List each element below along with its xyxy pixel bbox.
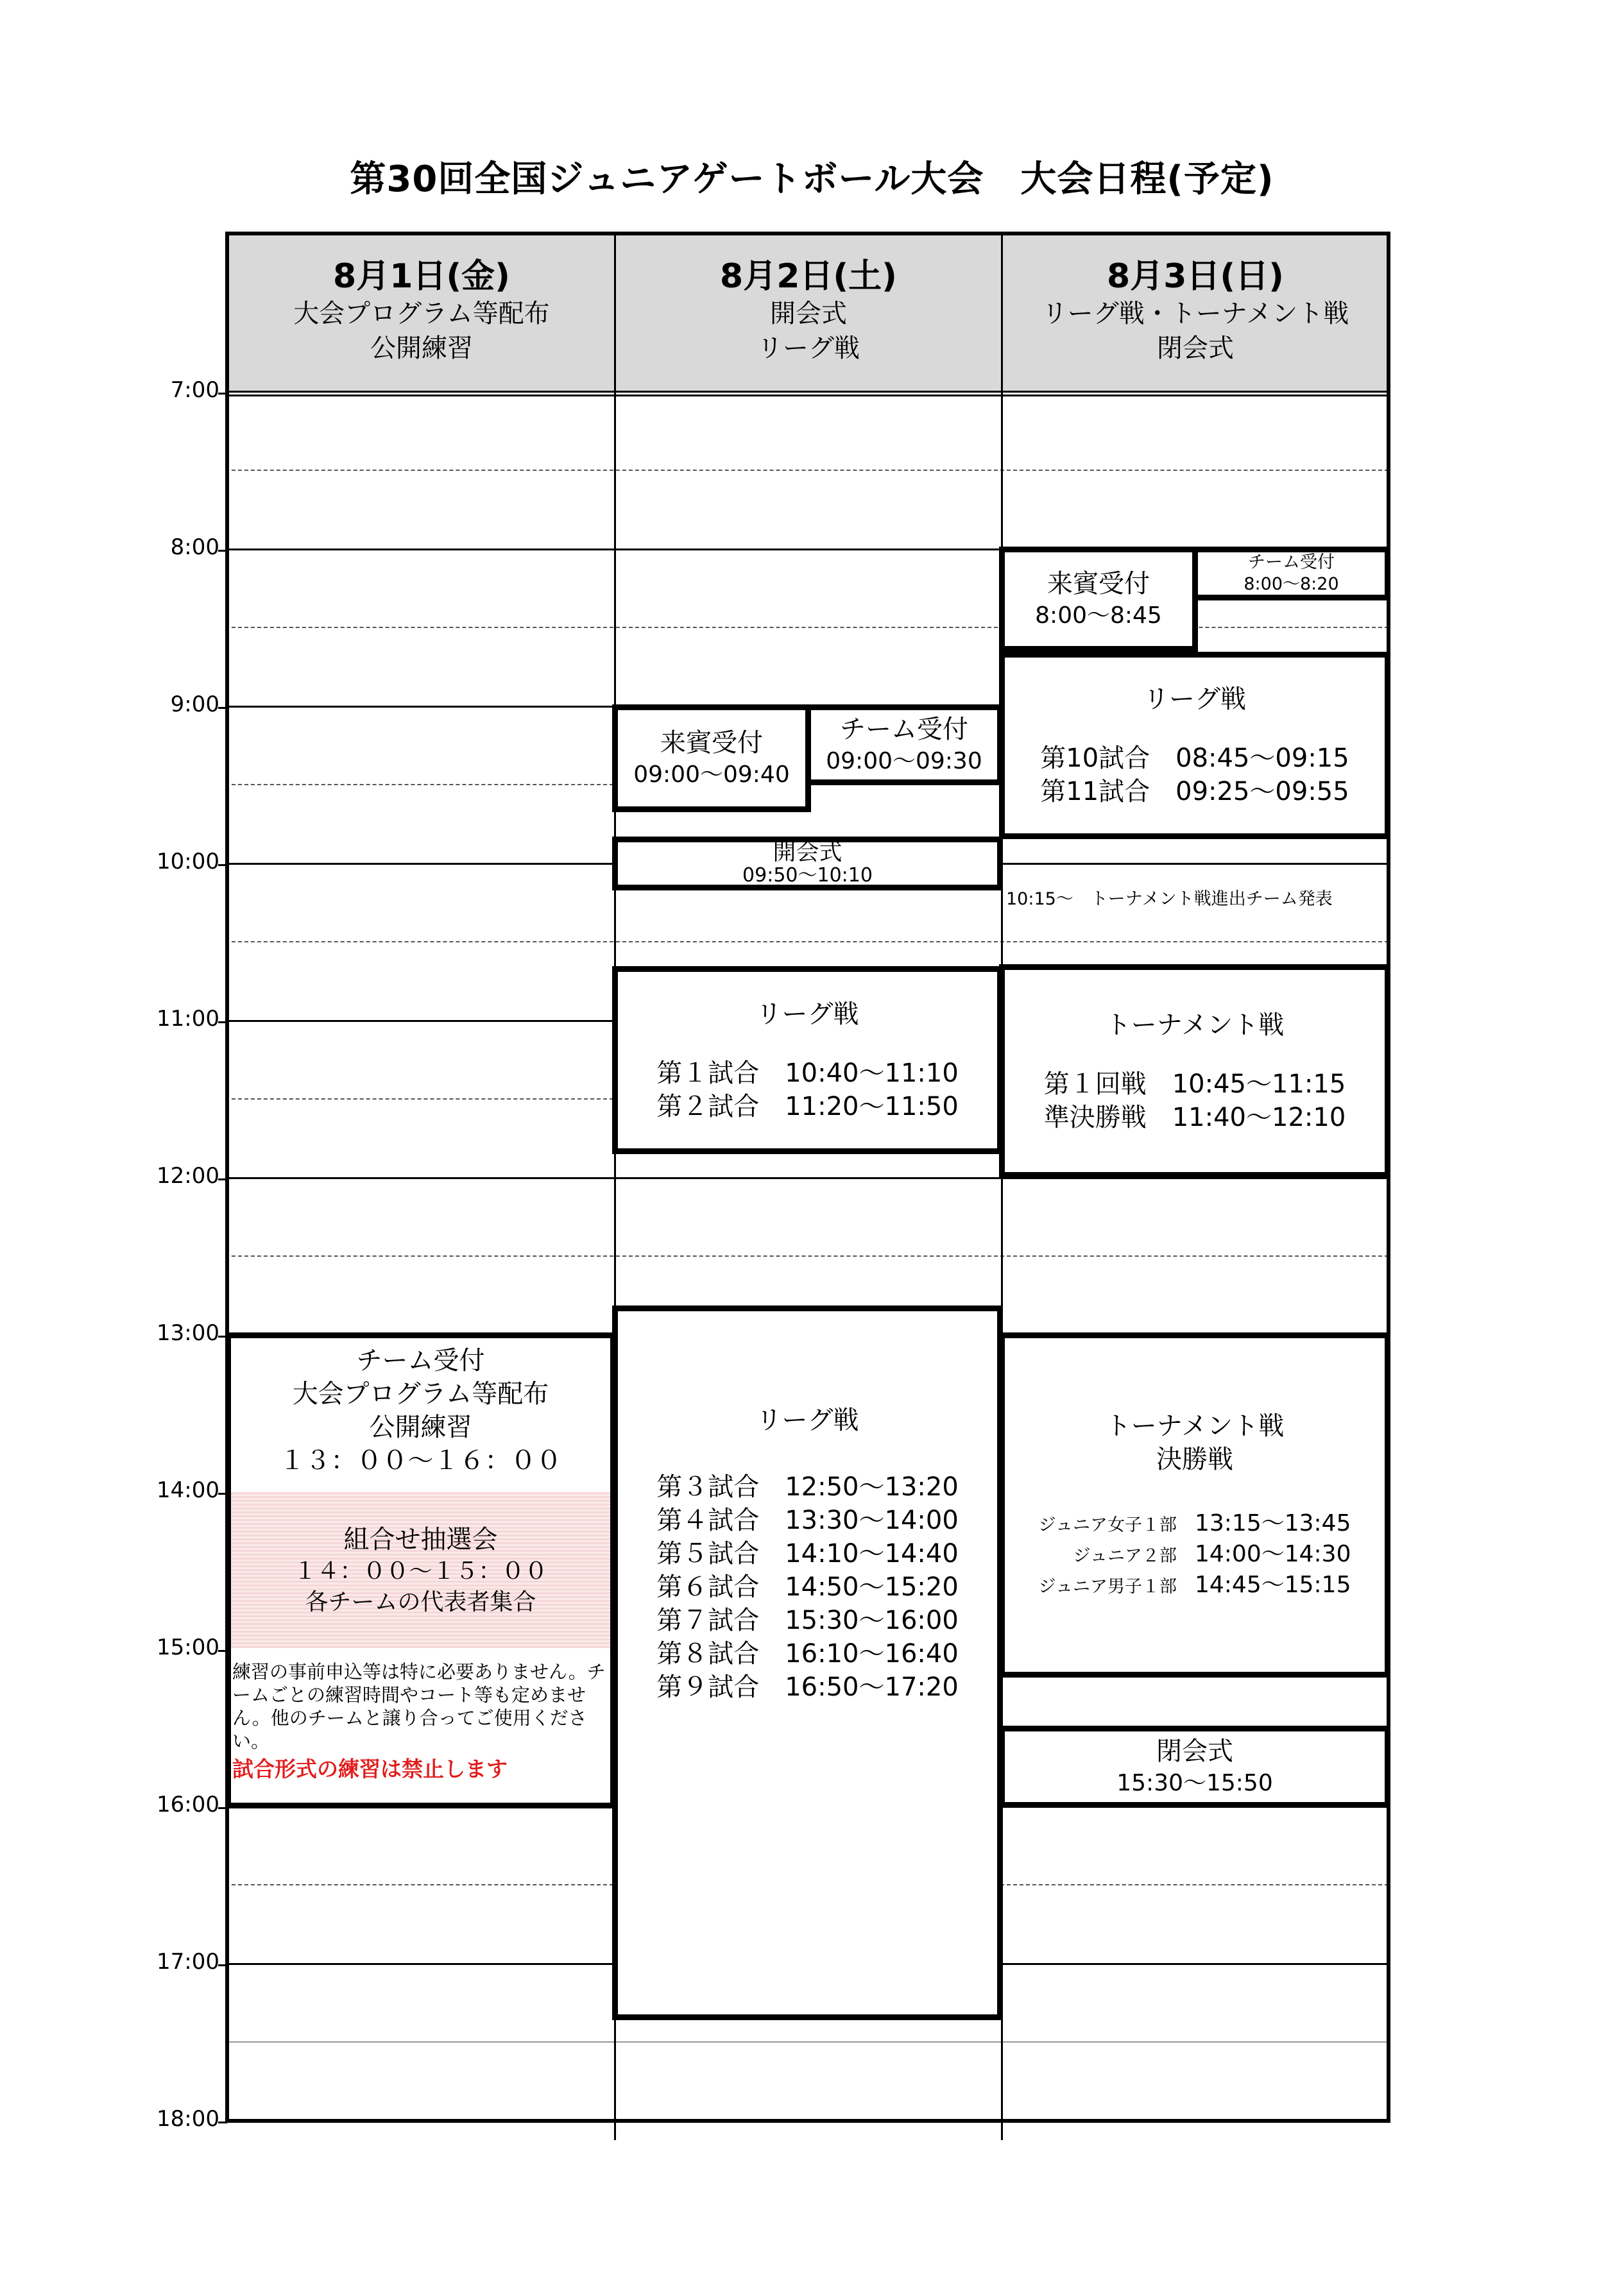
lottery-note: 各チームの代表者集合 [305,1588,536,1615]
day2-team-reception [805,704,1003,785]
day-header-3 [1003,253,1388,369]
event-title: リーグ戦 [756,1406,859,1435]
game-row: 第８試合 16:10～16:40 [656,1639,959,1669]
practice-line: 大会プログラム等配布 [292,1379,549,1409]
day-line: 開会式 [770,299,847,328]
time-label: 7:00 [170,377,219,403]
event-title: リーグ戦 [1143,685,1246,714]
event-title: チーム受付 [1248,552,1335,572]
day-line: リーグ戦 [757,334,860,363]
day3-guest-reception [999,547,1198,652]
lottery-time: １４：００～１５：００ [293,1558,548,1585]
practice-line: チーム受付 [356,1346,485,1375]
day-date: 8月3日(日) [1107,257,1284,296]
day-line: リーグ戦・トーナメント戦 [1041,299,1349,328]
final-division-label: ジュニア男子１部 [1038,1577,1177,1597]
day-line: 閉会式 [1157,334,1234,363]
game-row: 第９試合 16:50～17:20 [656,1672,959,1702]
day2-league-afternoon [612,1305,1003,2020]
time-label: 10:00 [157,849,219,874]
final-division-time: 13:15～13:45 [1194,1510,1351,1536]
day-header-2 [616,253,1001,369]
day3-league [999,652,1390,839]
game-row: 準決勝戦 11:40～12:10 [1043,1102,1346,1132]
game-row: 第２試合 11:20～11:50 [656,1091,959,1121]
event-title: チーム受付 [840,715,968,744]
final-division-time: 14:45～15:15 [1194,1572,1351,1598]
event-time: 8:00～8:45 [1035,602,1162,629]
time-label: 16:00 [157,1792,219,1817]
event-time: 09:50～10:10 [742,864,873,887]
event-title: 開会式 [773,839,842,865]
event-title: トーナメント戦 [1105,1411,1285,1441]
event-title: リーグ戦 [756,999,859,1029]
event-title: 来賓受付 [660,728,763,758]
practice-line: １３：００～１６：００ [279,1446,562,1475]
time-label: 17:00 [157,1949,219,1975]
day3-announcement: 10:15～ トーナメント戦進出チーム発表 [1006,889,1333,909]
day2-opening [612,837,1003,890]
day-line: 大会プログラム等配布 [293,299,550,328]
day-line: 公開練習 [370,334,473,363]
game-row: 第11試合 09:25～09:55 [1040,777,1349,806]
game-row: 第４試合 13:30～14:00 [656,1506,959,1535]
event-time: 09:00～09:40 [633,761,790,788]
time-label: 13:00 [157,1320,219,1346]
time-label: 18:00 [157,2106,219,2132]
time-label: 9:00 [170,692,219,717]
game-row: 第５試合 14:10～14:40 [656,1539,959,1569]
event-time: 15:30～15:50 [1116,1770,1273,1796]
day3-closing [999,1726,1390,1808]
day1-practice-text [231,1344,610,1477]
time-label: 14:00 [157,1477,219,1503]
page-title: 第30回全国ジュニアゲートボール大会 大会日程(予定) [350,158,1274,200]
lottery-title: 組合せ抽選会 [343,1524,498,1554]
day3-tournament-morning [999,964,1390,1178]
event-time: 8:00～8:20 [1244,574,1339,594]
final-division-time: 14:00～14:30 [1194,1541,1351,1567]
event-title: トーナメント戦 [1105,1010,1285,1040]
final-division-label: ジュニア女子１部 [1038,1515,1177,1535]
event-subtitle: 決勝戦 [1156,1445,1233,1474]
game-row: 第３試合 12:50～13:20 [656,1472,959,1502]
practice-note: 練習の事前申込等は特に必要ありません。チームごとの練習時間やコート等も定めません。他のチームと譲り合ってご使用ください。 [232,1661,606,1752]
final-division-label: ジュニア２部 [1073,1546,1177,1566]
game-row: 第６試合 14:50～15:20 [656,1572,959,1602]
day3-tournament-final [999,1332,1390,1678]
time-label: 15:00 [157,1635,219,1660]
game-row: 第１回戦 10:45～11:15 [1043,1069,1346,1099]
day2-league-morning [612,966,1003,1154]
day-date: 8月1日(金) [333,257,510,296]
game-row: 第７試合 15:30～16:00 [656,1606,959,1635]
practice-line: 公開練習 [369,1413,472,1442]
day2-guest-reception [612,704,811,812]
event-title: 閉会式 [1156,1737,1233,1766]
day-header-1 [229,253,614,369]
event-title: 来賓受付 [1047,569,1150,599]
event-time: 09:00～09:30 [826,748,982,774]
game-row: 第10試合 08:45～09:15 [1040,744,1349,773]
day-date: 8月2日(土) [720,257,897,296]
day3-team-reception [1192,547,1390,600]
day1-lottery-block [231,1492,610,1648]
day1-note [232,1660,608,1783]
practice-warning: 試合形式の練習は禁止します [232,1756,508,1782]
game-row: 第１試合 10:40～11:10 [656,1058,959,1088]
time-label: 8:00 [170,534,219,560]
time-label: 12:00 [157,1163,219,1189]
time-label: 11:00 [157,1006,219,1032]
